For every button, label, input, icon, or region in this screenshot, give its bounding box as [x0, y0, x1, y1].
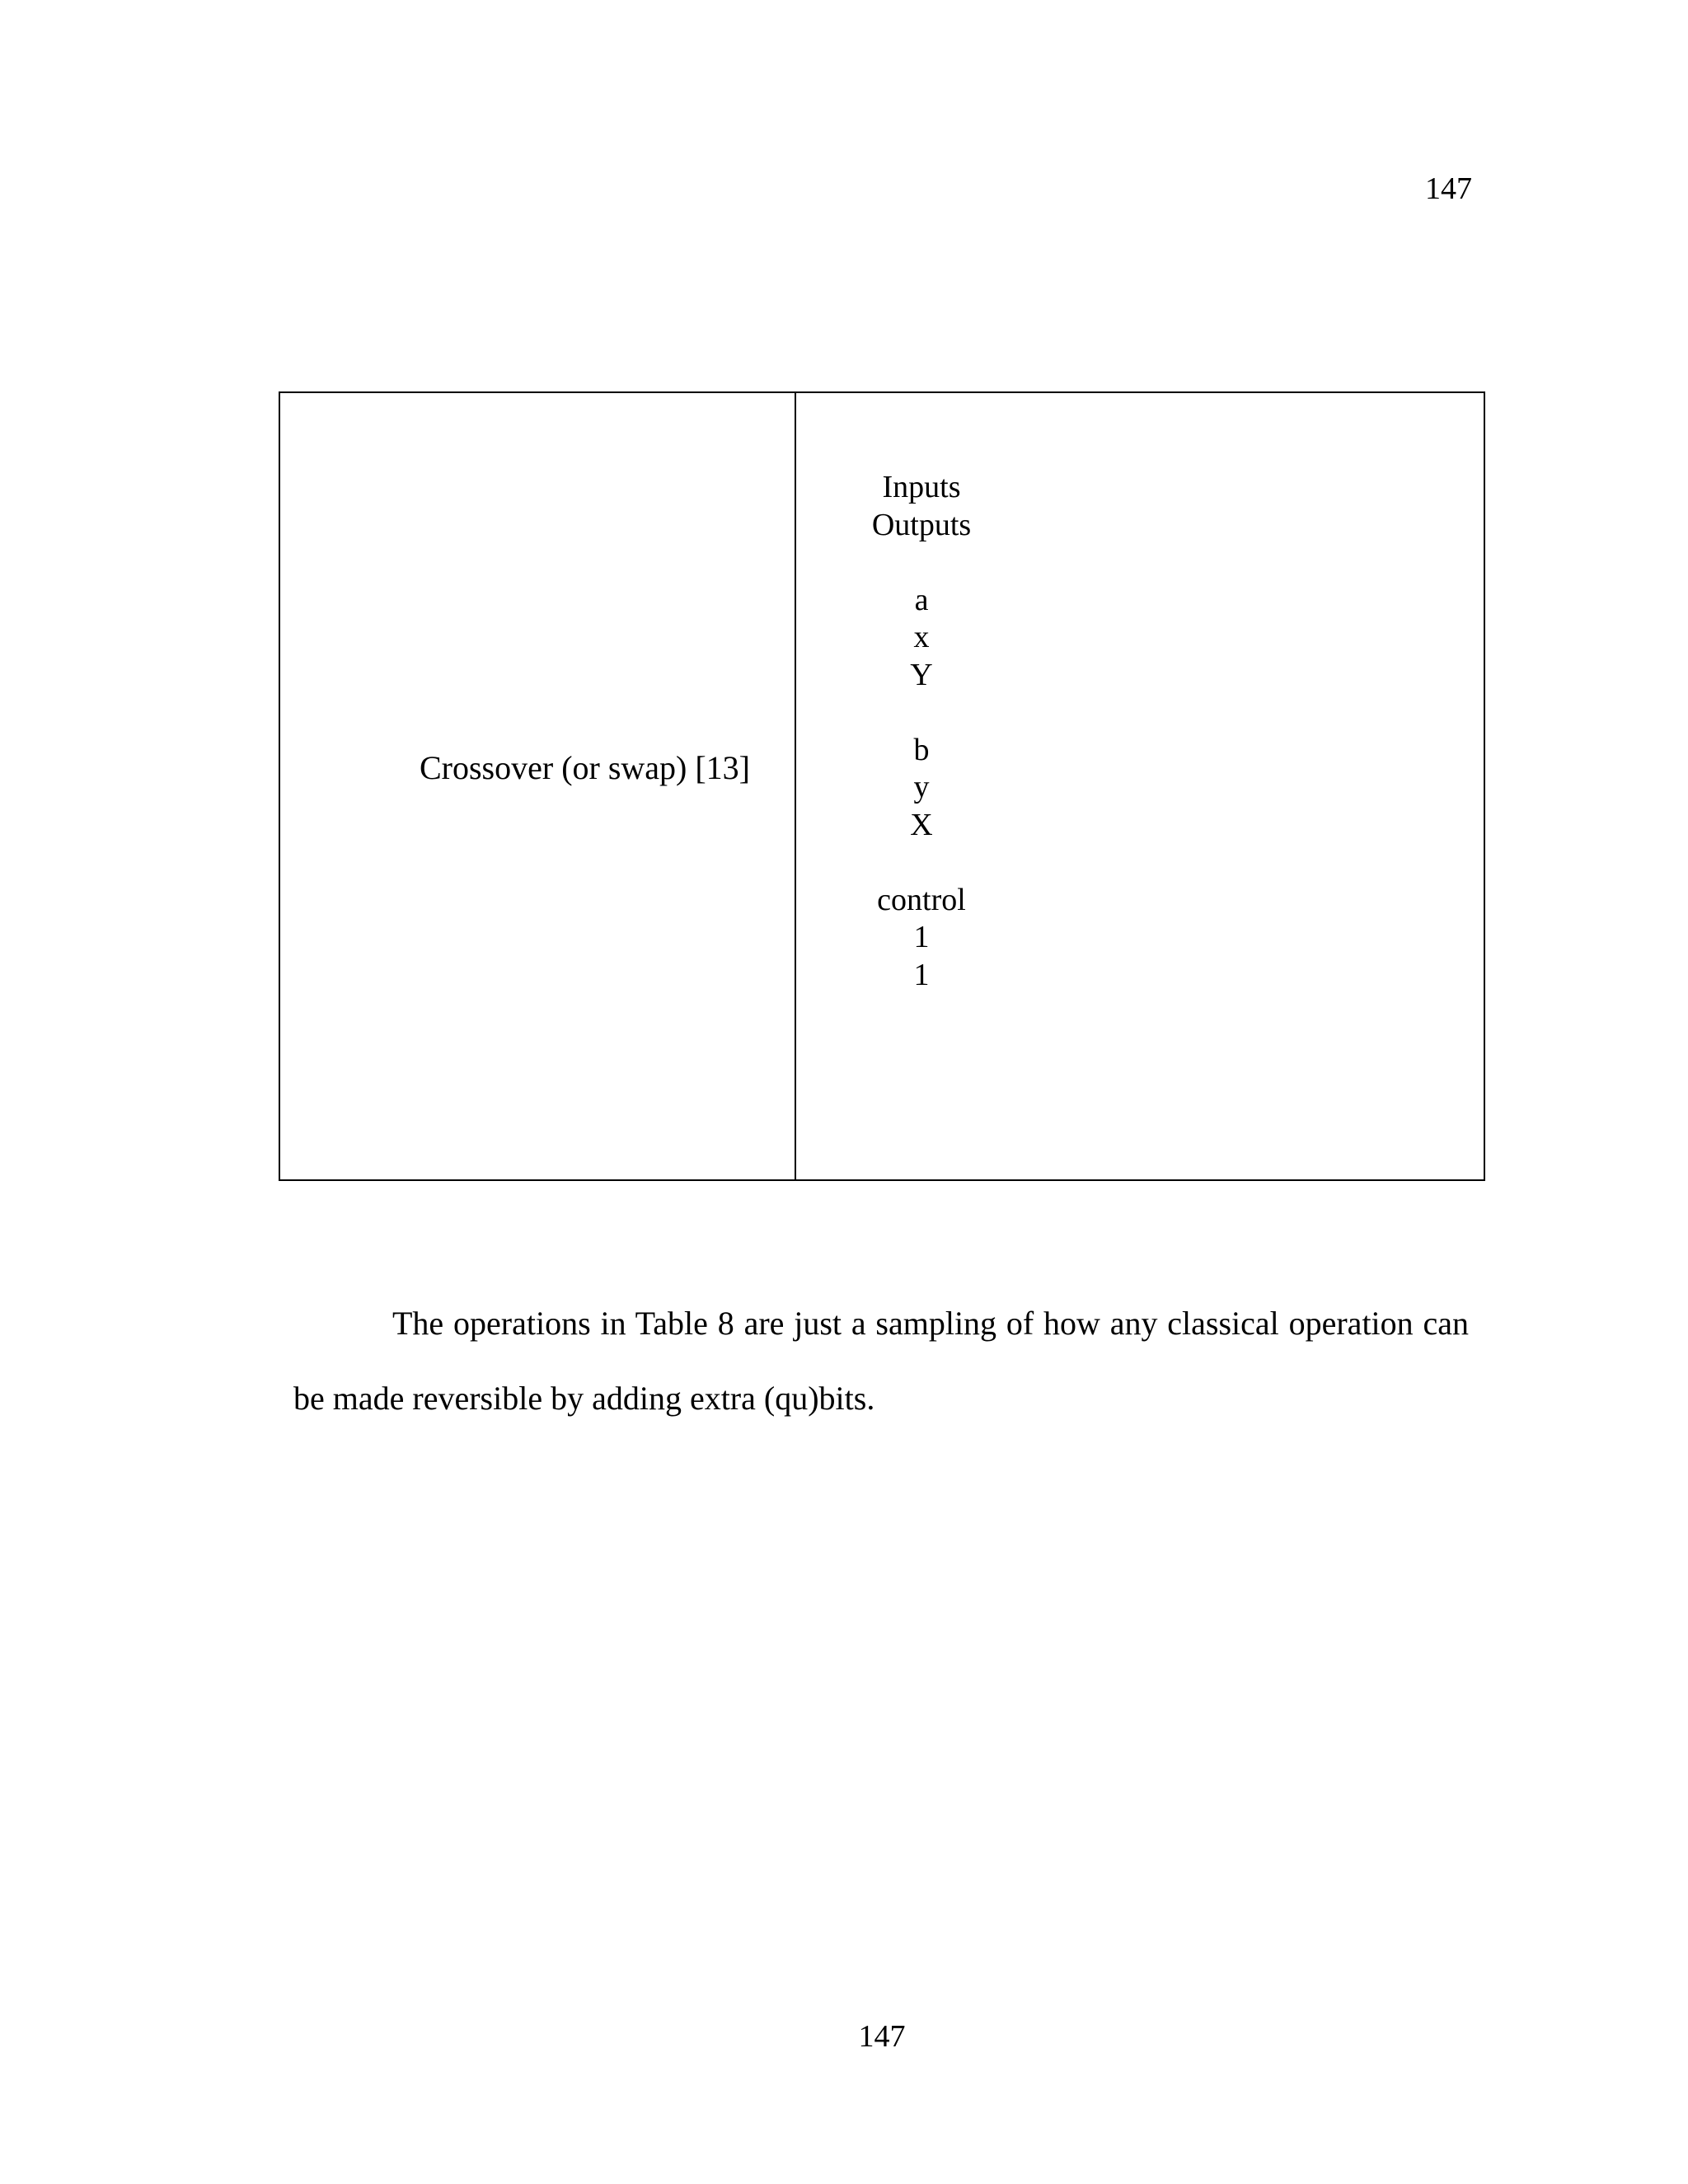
input-b: b — [913, 732, 930, 767]
output-Y: Y — [910, 657, 933, 692]
output-X: X — [910, 807, 933, 842]
operation-name-cell: Crossover (or swap) [13] — [419, 749, 750, 786]
outputs-label: Outputs — [871, 507, 972, 542]
spacer — [831, 844, 1012, 882]
input-a: a — [914, 582, 929, 617]
operations-table — [279, 391, 1485, 1181]
page-number-top: 147 — [1425, 171, 1472, 206]
inputs-label: Inputs — [882, 470, 961, 504]
page-number-bottom: 147 — [858, 2019, 906, 2054]
table-column-divider — [795, 393, 796, 1179]
value-y: y — [913, 770, 930, 804]
control-label: control — [877, 882, 966, 917]
truth-table-cell — [831, 469, 1012, 994]
control-value-2: 1 — [913, 957, 930, 992]
body-paragraph: The operations in Table 8 are just a sampling of how any classical operation can be made reversible by adding extra (qu)bits. — [293, 1305, 1469, 1417]
spacer — [831, 694, 1012, 732]
spacer — [831, 544, 1012, 582]
control-value-1: 1 — [913, 920, 930, 954]
value-x: x — [913, 620, 930, 654]
